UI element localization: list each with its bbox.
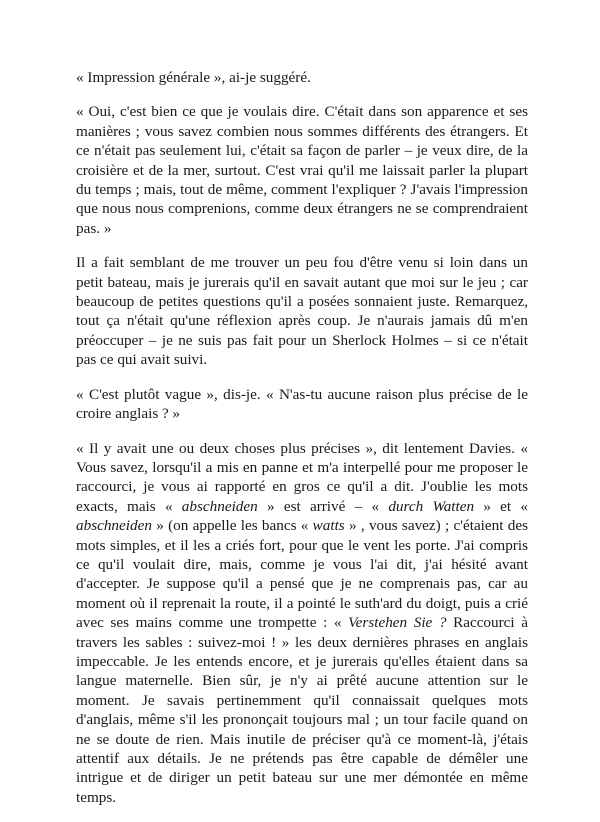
paragraph-text: » et « — [474, 497, 528, 515]
paragraph-2 — [76, 102, 528, 238]
paragraph-text: Raccourci à travers les sables : suivez-moi ! » les deux dernières phrases en anglais impeccable. Je les entends encore, et je jurerais qu'elles étaient dans sa langue maternelle. Bien sûr, je n'y ai prêté aucune attention sur le moment. Je savais pertinemment qu'il connaissait quelques mots d'anglais, même s'il les prononçait toujours mal ; un tour facile quand on ne se doute de rien. Mais inutile de préciser qu'à ce moment-là, j'étais attentif aux détails. Je ne prétends pas être capable de démêler une intrigue et de diriger un petit bateau sur une mer démontée en même temps. — [76, 614, 528, 806]
document-page — [76, 68, 528, 822]
italic-term: Verstehen Sie ? — [348, 614, 447, 632]
paragraph-3 — [76, 253, 528, 369]
paragraph-text: » (on appelle les bancs « — [151, 517, 313, 535]
paragraph-text: « C'est plutôt vague », dis-je. « N'as-tu aucune raison plus précise de le croire anglais ? » — [76, 385, 528, 423]
paragraph-4 — [76, 385, 528, 424]
italic-term: abschneiden — [76, 517, 152, 535]
paragraph-text: » , vous savez) ; c'étaient des mots simples, et il les a criés fort, pour que le vent les porte. J'ai compris ce qu'il voulait dire, mais, comme je vous l'ai dit, j'ai hésité avant d'accepter. Je suppose qu'il a pensé que je ne comprenais pas, car au moment où il reprenait la route, il a pointé le suth'ard du doigt, puis a crié avec ses mains comme une trompette : « — [76, 517, 528, 632]
paragraph-text: « Oui, c'est bien ce que je voulais dire. C'était dans son apparence et ses manières ; vous savez combien nous sommes différents des étrangers. Et ce n'était pas seulement lui, c'était sa façon de parler – je veux dire, de la croisière et de la mer, surtout. C'est vrai qu'il me laissait parler la plupart du temps ; mais, tout de même, comment l'expliquer ? J'avais l'impression que nous nous comprenions, comme deux étrangers ne se comprendraient pas. » — [76, 103, 528, 237]
paragraph-text: Il a fait semblant de me trouver un peu fou d'être venu si loin dans un petit bateau, mais je jurerais qu'il en savait autant que moi sur le jeu ; car beaucoup de petites questions qu'il a posées sonnaient juste. Remarquez, tout ça n'était qu'une réflexion après coup. Je n'aurais jamais dû m'en préoccuper – je ne suis pas fait pour un Sherlock Holmes – si ce n'était pas ce qui avait suivi. — [76, 254, 528, 369]
italic-term: watts — [312, 517, 345, 535]
paragraph-1 — [76, 68, 528, 87]
paragraph-text: » est arrivé – « — [257, 497, 389, 515]
italic-term: abschneiden — [181, 497, 258, 515]
paragraph-5 — [76, 439, 528, 808]
italic-term: durch Watten — [388, 497, 475, 515]
paragraph-text: « Il y avait une ou deux choses plus précises », dit lentement Davies. « Vous savez, lorsqu'il a mis en panne et m'a interpellé pour me proposer le raccourci, je vous ai rapporté en gros ce qu'il a dit. J'oublie les mots exacts, mais « — [76, 439, 528, 515]
paragraph-text: « Impression générale », ai-je suggéré. — [76, 69, 311, 86]
